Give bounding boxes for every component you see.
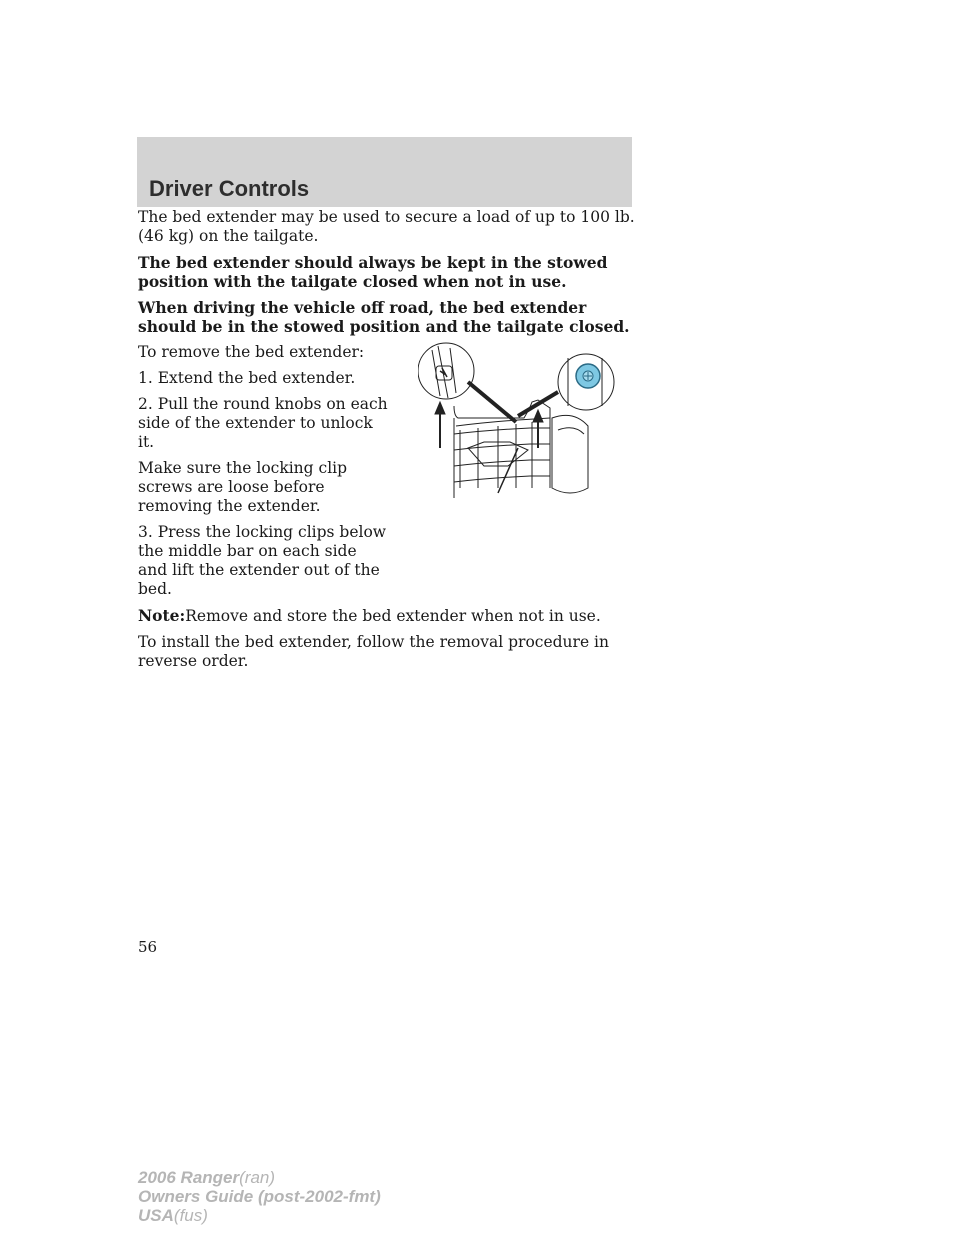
step-2: 2. Pull the round knobs on each side of the extender to unlock it. (138, 395, 388, 451)
bed-extender-illustration (418, 338, 618, 501)
paragraph-clip-screws: Make sure the locking clip screws are loose before removing the extender. (138, 459, 348, 515)
footer-guide: Owners Guide (post-2002-fmt) (138, 1187, 381, 1206)
paragraph-remove-intro: To remove the bed extender: (138, 343, 365, 361)
paragraph-stowed-warning: The bed extender should always be kept in the stowed position with the tailgate closed when not in use. (138, 253, 608, 291)
footer-market: USA (138, 1206, 174, 1225)
paragraph-load-capacity: The bed extender may be used to secure a load of up to 100 lb. (46 kg) on the tailgate. (138, 208, 635, 245)
page-number: 56 (138, 938, 158, 956)
page-title: Driver Controls (149, 176, 310, 201)
note (138, 606, 638, 626)
footer-market-code: (fus) (173, 1206, 208, 1225)
paragraph-offroad-warning: When driving the vehicle off road, the bed extender should be in the stowed position and the tailgate closed. (138, 298, 630, 336)
note-text: Remove and store the bed extender when not in use. (185, 607, 601, 625)
note-label: Note: (138, 606, 186, 625)
step-3: 3. Press the locking clips below the middle bar on each side and lift the extender out of the bed. (138, 523, 387, 598)
paragraph-install: To install the bed extender, follow the removal procedure in reverse order. (138, 633, 609, 670)
footer (138, 1168, 381, 1225)
step-1: 1. Extend the bed extender. (138, 369, 356, 387)
footer-model-code: (ran) (239, 1168, 276, 1187)
footer-model: 2006 Ranger (138, 1168, 240, 1187)
